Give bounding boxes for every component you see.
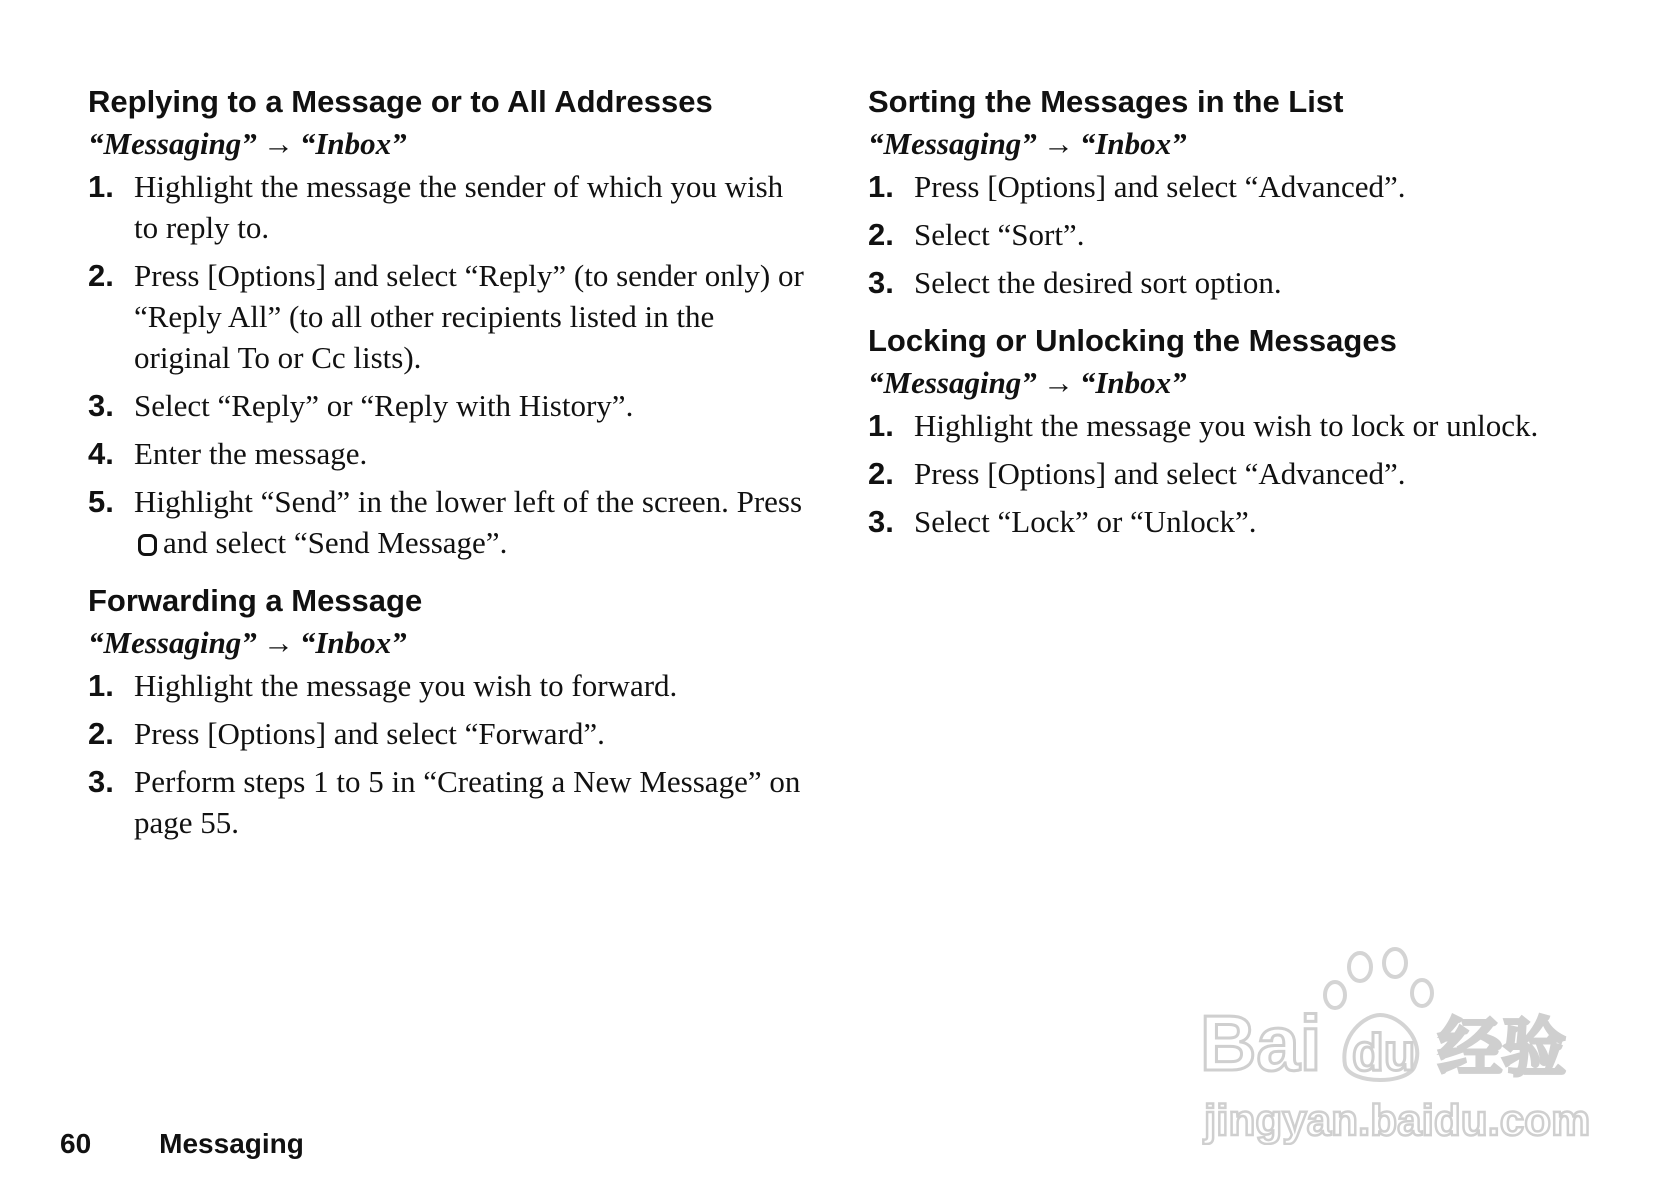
step-item <box>88 166 808 248</box>
step-text: Highlight the message you wish to lock or unlock. <box>914 408 1539 443</box>
step-text: Press [Options] and select “Advanced”. <box>914 169 1406 204</box>
left-column <box>88 82 808 861</box>
section-replying <box>88 82 808 563</box>
step-item <box>868 405 1668 446</box>
step-number: 3. <box>88 764 114 799</box>
step-number: 2. <box>88 716 114 751</box>
path-to: “Inbox” <box>1079 126 1187 161</box>
step-number: 3. <box>88 388 114 423</box>
section-locking <box>868 321 1668 542</box>
step-number: 3. <box>868 504 894 539</box>
right-column <box>868 82 1668 560</box>
step-number: 1. <box>868 169 894 204</box>
step-number: 2. <box>88 258 114 293</box>
step-text: Press [Options] and select “Reply” (to sender only) or “Reply All” (to all other recipients listed in the original To or Cc lists). <box>134 258 804 375</box>
step-item <box>868 166 1668 207</box>
menu-path <box>88 122 808 166</box>
baidu-watermark-logo <box>1200 945 1610 1145</box>
step-item <box>88 433 808 474</box>
path-from: “Messaging” <box>88 625 257 660</box>
section-heading: Sorting the Messages in the List <box>868 84 1344 119</box>
step-text: Select “Reply” or “Reply with History”. <box>134 388 634 423</box>
step-number: 3. <box>868 265 894 300</box>
step-text: Press [Options] and select “Forward”. <box>134 716 605 751</box>
menu-path <box>868 122 1668 166</box>
step-text-after: and select “Send Message”. <box>163 525 508 560</box>
step-text: Press [Options] and select “Advanced”. <box>914 456 1406 491</box>
arrow-icon: → <box>1042 365 1074 400</box>
step-text: Highlight the message the sender of which you wish to reply to. <box>134 169 784 245</box>
step-item <box>88 255 808 378</box>
step-list <box>868 405 1668 542</box>
step-item <box>88 713 808 754</box>
page-footer <box>60 1128 304 1160</box>
center-key-icon <box>138 534 157 556</box>
step-number: 1. <box>868 408 894 443</box>
section-heading: Replying to a Message or to All Addresses <box>88 84 713 119</box>
step-item <box>88 481 808 563</box>
step-text: Select “Lock” or “Unlock”. <box>914 504 1257 539</box>
path-to: “Inbox” <box>299 625 407 660</box>
step-text: Select the desired sort option. <box>914 265 1282 300</box>
arrow-icon: → <box>1042 126 1074 161</box>
page-number: 60 <box>60 1128 92 1159</box>
svg-text:du: du <box>1352 1024 1416 1082</box>
section-heading: Forwarding a Message <box>88 583 423 618</box>
path-from: “Messaging” <box>88 126 257 161</box>
step-item <box>88 665 808 706</box>
step-list <box>88 166 808 563</box>
svg-text:jingyan.baidu.com: jingyan.baidu.com <box>1204 1096 1591 1145</box>
path-to: “Inbox” <box>299 126 407 161</box>
section-heading: Locking or Unlocking the Messages <box>868 323 1397 358</box>
step-number: 2. <box>868 217 894 252</box>
arrow-icon: → <box>262 625 294 660</box>
path-to: “Inbox” <box>1079 365 1187 400</box>
step-list <box>868 166 1668 303</box>
step-item <box>88 761 808 843</box>
step-number: 2. <box>868 456 894 491</box>
step-item <box>868 214 1668 255</box>
step-number: 1. <box>88 668 114 703</box>
step-item <box>868 262 1668 303</box>
step-item <box>868 501 1668 542</box>
arrow-icon: → <box>262 126 294 161</box>
step-text: Select “Sort”. <box>914 217 1085 252</box>
step-text: Enter the message. <box>134 436 368 471</box>
step-item <box>868 453 1668 494</box>
svg-text:Bai: Bai <box>1200 999 1322 1087</box>
menu-path <box>868 361 1668 405</box>
step-text: Perform steps 1 to 5 in “Creating a New Message” on page 55. <box>134 764 801 840</box>
section-forwarding <box>88 581 808 843</box>
svg-text:经验: 经验 <box>1438 1012 1566 1086</box>
path-from: “Messaging” <box>868 126 1037 161</box>
step-list <box>88 665 808 843</box>
step-text: Highlight the message you wish to forward. <box>134 668 678 703</box>
step-text-before: Highlight “Send” in the lower left of the screen. Press <box>134 484 803 519</box>
step-item <box>88 385 808 426</box>
section-sorting <box>868 82 1668 303</box>
step-number: 4. <box>88 436 114 471</box>
step-text <box>134 481 808 563</box>
menu-path <box>88 621 808 665</box>
chapter-name: Messaging <box>159 1128 304 1159</box>
path-from: “Messaging” <box>868 365 1037 400</box>
step-number: 5. <box>88 484 114 519</box>
step-number: 1. <box>88 169 114 204</box>
